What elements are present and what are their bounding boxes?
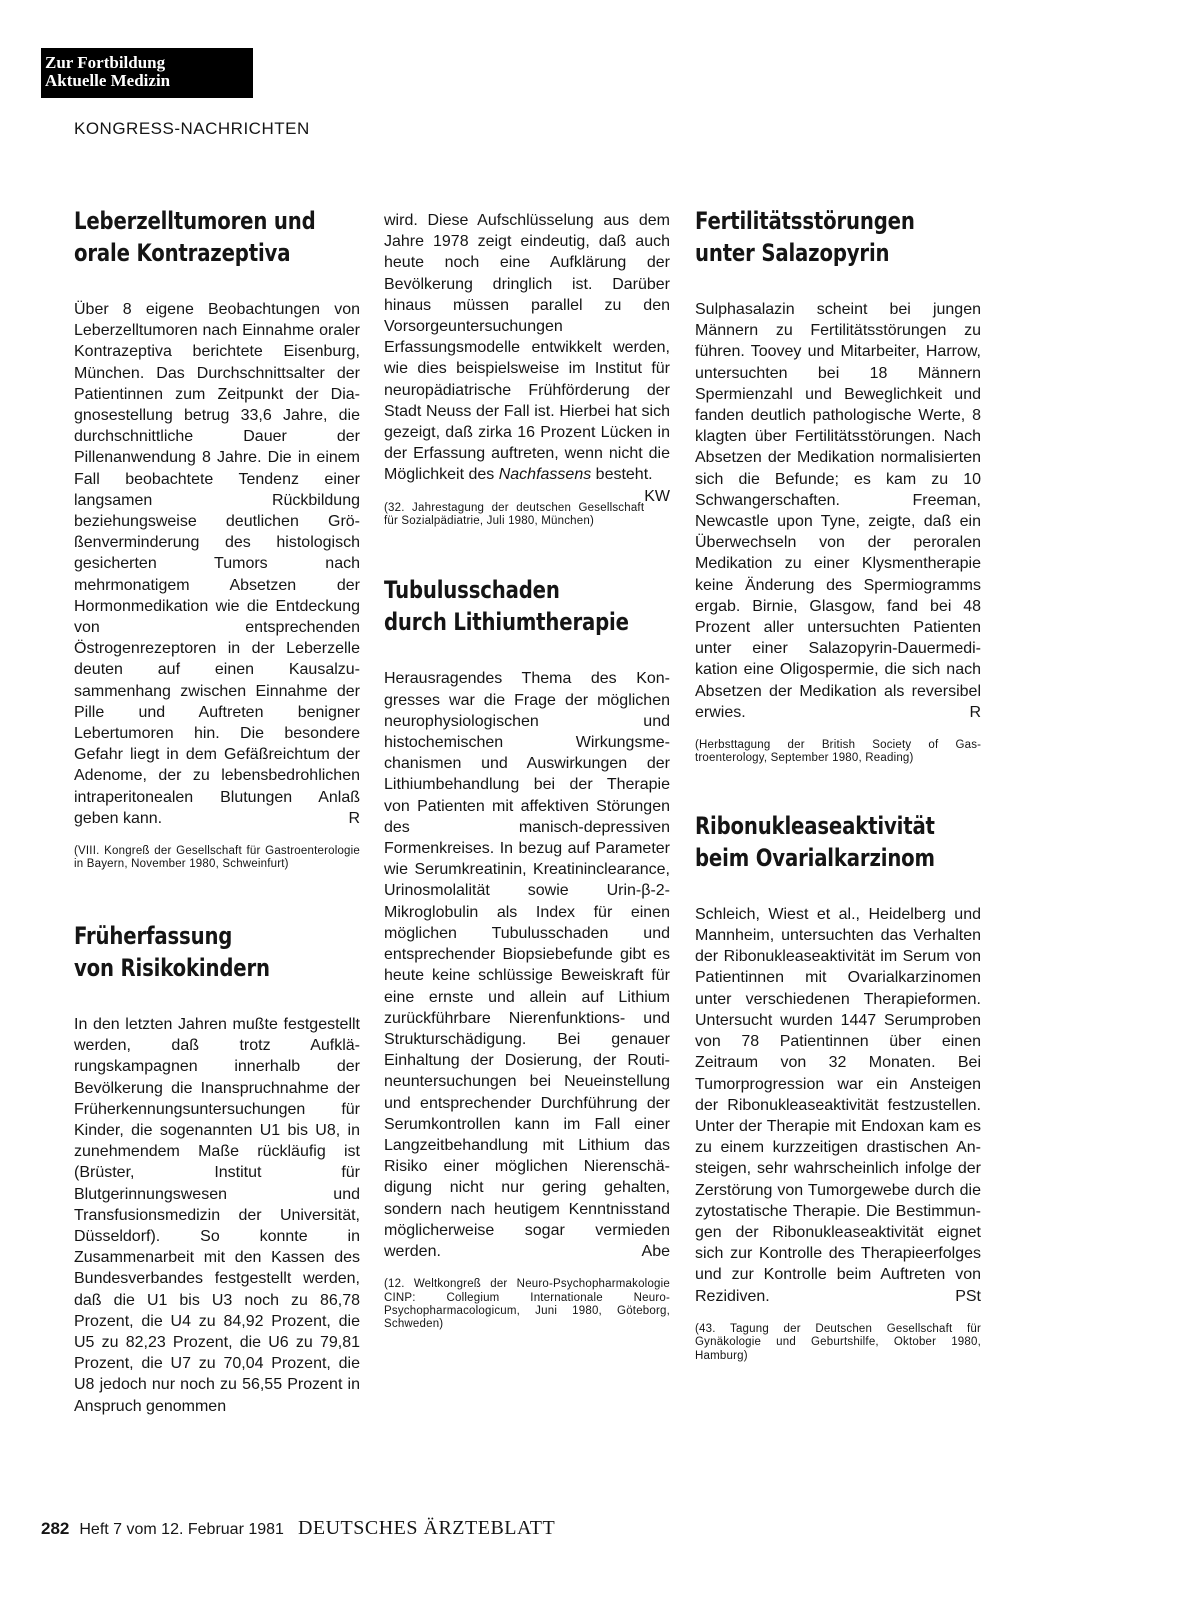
- article-signature: Abe: [641, 1242, 670, 1260]
- page-footer: [41, 1517, 555, 1540]
- section-banner: [41, 48, 253, 98]
- article-tubulusschaden: [384, 574, 670, 1331]
- article-signature: PSt: [955, 1287, 981, 1305]
- article-body-continued: wird. Diese Aufschlüsselung aus dem Jahre 1978 zeigt eindeutig, daß auch heute noch eine Aufklärung der Bevölkerung dringlich ist. Darüber hinaus müssen parallel zu den Vorsorgeuntersuchungen Erfassungsmodelle entwikkelt werden, wie dies beispielsweise im Institut für neuropädiatrische Frühförderung der Stadt Neuss der Fall ist. Hierbei hat sich gezeigt, daß zirka 16 Prozent Lücken in der Erfassung auftreten, wenn nicht die Möglichkeit des Nachfassens besteht. KW: [384, 210, 670, 486]
- article-source: (32. Jahrestagung der deutschen Gesellschaft für Sozialpädiatrie, Juli 1980, München): [384, 501, 645, 528]
- article-body: Schleich, Wiest et al., Heidelberg und Mannheim, untersuchten das Verhalten der Ribonukleaseaktivität im Serum von Patientinnen mit Ovarialkarzinomen unter verschiedenen Therapieformen. Untersucht wurden 1447 Serumproben von 78 Patientinnen über einen Zeitraum von 32 Monaten. Bei Tumorprogression war ein Ansteigen der Ribonukleaseaktivität festzustellen. Unter der Therapie mit Endoxan kam es zu einem kurzzeitigen drastischen Ansteigen, sehr wahrscheinlich infolge der Zerstörung von Tumorgewebe durch die zytostatische Therapie. Die Bestimmungen der Ribonukleaseaktivität eignet sich zur Kontrolle des Therapieerfolges und zur Kontrolle beim Auftreten von Rezidiven. PSt: [695, 904, 981, 1307]
- journal-name: DEUTSCHES ÄRZTEBLATT: [297, 1517, 556, 1539]
- article-title: Früherfassung von Risikokindern: [74, 921, 270, 982]
- section-label: KONGRESS-NACHRICHTEN: [74, 119, 310, 138]
- banner-line-2: Aktuelle Medizin: [45, 71, 171, 90]
- article-source: (12. Weltkongreß der Neuro-Psychopharmakologie CINP: Collegium Internationale Neuro-Psychopharmacologicum, Juni 1980, Göteborg, Schweden): [384, 1278, 670, 1331]
- article-body: Herausragendes Thema des Kongresses war die Frage der möglichen neurophysiologischen und histochemischen Wirkungsmechanismen und Auswirkungen der Lithiumbehandlung bei der Therapie von Patienten mit affektiven Störungen des manisch-depressiven Formenkreises. In bezug auf Parameter wie Serumkreatinin, Kreatininclearance, Urinosmolalität sowie Urin-β-2-Mikroglobulin als Index für einen möglichen Tubulusschaden und entsprechender Biopsiebefunde gibt es heute keine schlüssige Beweiskraft für eine ernste und allein auf Lithium zurückführbare Nierenfunktions- und Strukturschädigung. Bei genauer Einhaltung der Dosierung, der Routineuntersuchungen bei Neueinstellung und entsprechender Durchführung der Serumkontrollen kann im Fall einer Langzeitbehandlung mit Lithium das Risiko einer möglichen Nierenschädigung nicht nur gering gehalten, sondern nach heutigem Kenntnisstand möglicherweise sogar vermieden werden. Abe: [384, 668, 670, 1262]
- article-source: (43. Tagung der Deutschen Gesellschaft für Gynäkologie und Geburtshilfe, Oktober 1980, Hamburg): [695, 1322, 981, 1362]
- article-body: In den letzten Jahren mußte festgestellt werden, daß trotz Aufklärungskampagnen innerhalb der Bevölkerung die Inanspruchnahme der Früherkennungsuntersuchungen für Kinder, die sogenannten U1 bis U8, in zunehmendem Maße rückläufig ist (Brüster, Institut für Blutgerinnungswesen und Transfusionsmedizin der Universität, Düsseldorf). So konnte in Zusammenarbeit mit den Kassen des Bundesverbandes festgestellt werden, daß die U1 bis U3 noch zu 86,78 Prozent, die U4 zu 84,92 Prozent, die U5 zu 82,23 Prozent, die U6 zu 79,81 Prozent, die U7 zu 70,04 Prozent, die U8 jedoch nur noch zu 56,55 Prozent in Anspruch genommen: [74, 1015, 360, 1415]
- article-leberzelltumoren: [74, 205, 360, 872]
- issue-info: Heft 7 vom 12. Februar 1981: [79, 1521, 284, 1538]
- article-title: Leberzelltumoren und orale Kontrazeptiva: [74, 207, 316, 267]
- emphasis: Nachfassens: [498, 466, 592, 484]
- article-body: Über 8 eigene Beobachtungen von Leberzelltumoren nach Einnahme oraler Kontrazeptiva berichtete Eisenburg, München. Das Durchschnittsalter der Patientinnen zum Zeitpunkt der Diagnosestellung betrug 33,6 Jahre, die durchschnittliche Dauer der Pillenanwendung 8 Jahre. Die in einem Fall beobachtete Tendenz einer langsamen Rückbildung beziehungsweise deutlichen Größenverminderung des histologisch gesicherten Tumors nach mehrmonatigem Absetzen der Hormonmedikation wie die Entdeckung von entsprechenden Östrogenrezeptoren in der Leberzelle deuten auf einen Kausalzusammenhang zwischen Einnahme der Pille und Auftreten benigner Lebertumoren hin. Die besondere Gefahr liegt in dem Gefäßreichtum der Adenome, der zu lebensbedrohlichen intraperitonealen Blutungen Anlaß geben kann. R: [74, 299, 360, 829]
- banner-line-1: Zur Fortbildung: [45, 53, 166, 72]
- article-title: Tubulusschaden durch Lithiumtherapie: [384, 576, 629, 637]
- column-3: [695, 205, 981, 1363]
- article-signature: R: [348, 809, 360, 827]
- article-title: Fertilitätsstörungen unter Salazopyrin: [695, 207, 915, 267]
- article-title: Ribonukleaseaktivität beim Ovarialkarzinom: [695, 811, 935, 872]
- article-body: Sulphasalazin scheint bei jungen Männern zu Fertilitätsstörungen zu führen. Toovey und Mitarbeiter, Harrow, untersuchten bei 18 Männern Spermienzahl und Beweglichkeit und fanden deutlich pathologische Werte, 8 klagten über Fertilitätsstörungen. Nach Absetzen der Medikation normalisierten sich die Befunde; es kam zu 10 Schwangerschaften. Freeman, Newcastle upon Tyne, zeigte, daß ein Überwechseln von der peroralen Medikation zu einer Klysmentherapie keine Änderung des Spermiogramms ergab. Birnie, Glasgow, fand bei 48 Prozent aller untersuchten Patienten unter einer Salazopyrin-Dauermedikation eine Oligospermie, die sich nach Absetzen der Medikation als reversibel erwies. R: [695, 299, 981, 723]
- article-frueherfassung: [74, 920, 360, 1417]
- article-source: (VIII. Kongreß der Gesellschaft für Gastroenterologie in Bayern, November 1980, Schweinfurt): [74, 845, 360, 871]
- article-source: (Herbsttagung der British Society of Gastroenterology, September 1980, Reading): [695, 739, 981, 765]
- article-signature: KW: [644, 487, 670, 505]
- page-number: 282: [41, 1519, 70, 1538]
- article-ribonukleaseaktivitaet: [695, 810, 981, 1363]
- article-fertilitaetsstoerungen: [695, 205, 981, 766]
- column-2: [384, 210, 670, 1332]
- column-1: [74, 205, 360, 1417]
- article-signature: R: [969, 703, 981, 721]
